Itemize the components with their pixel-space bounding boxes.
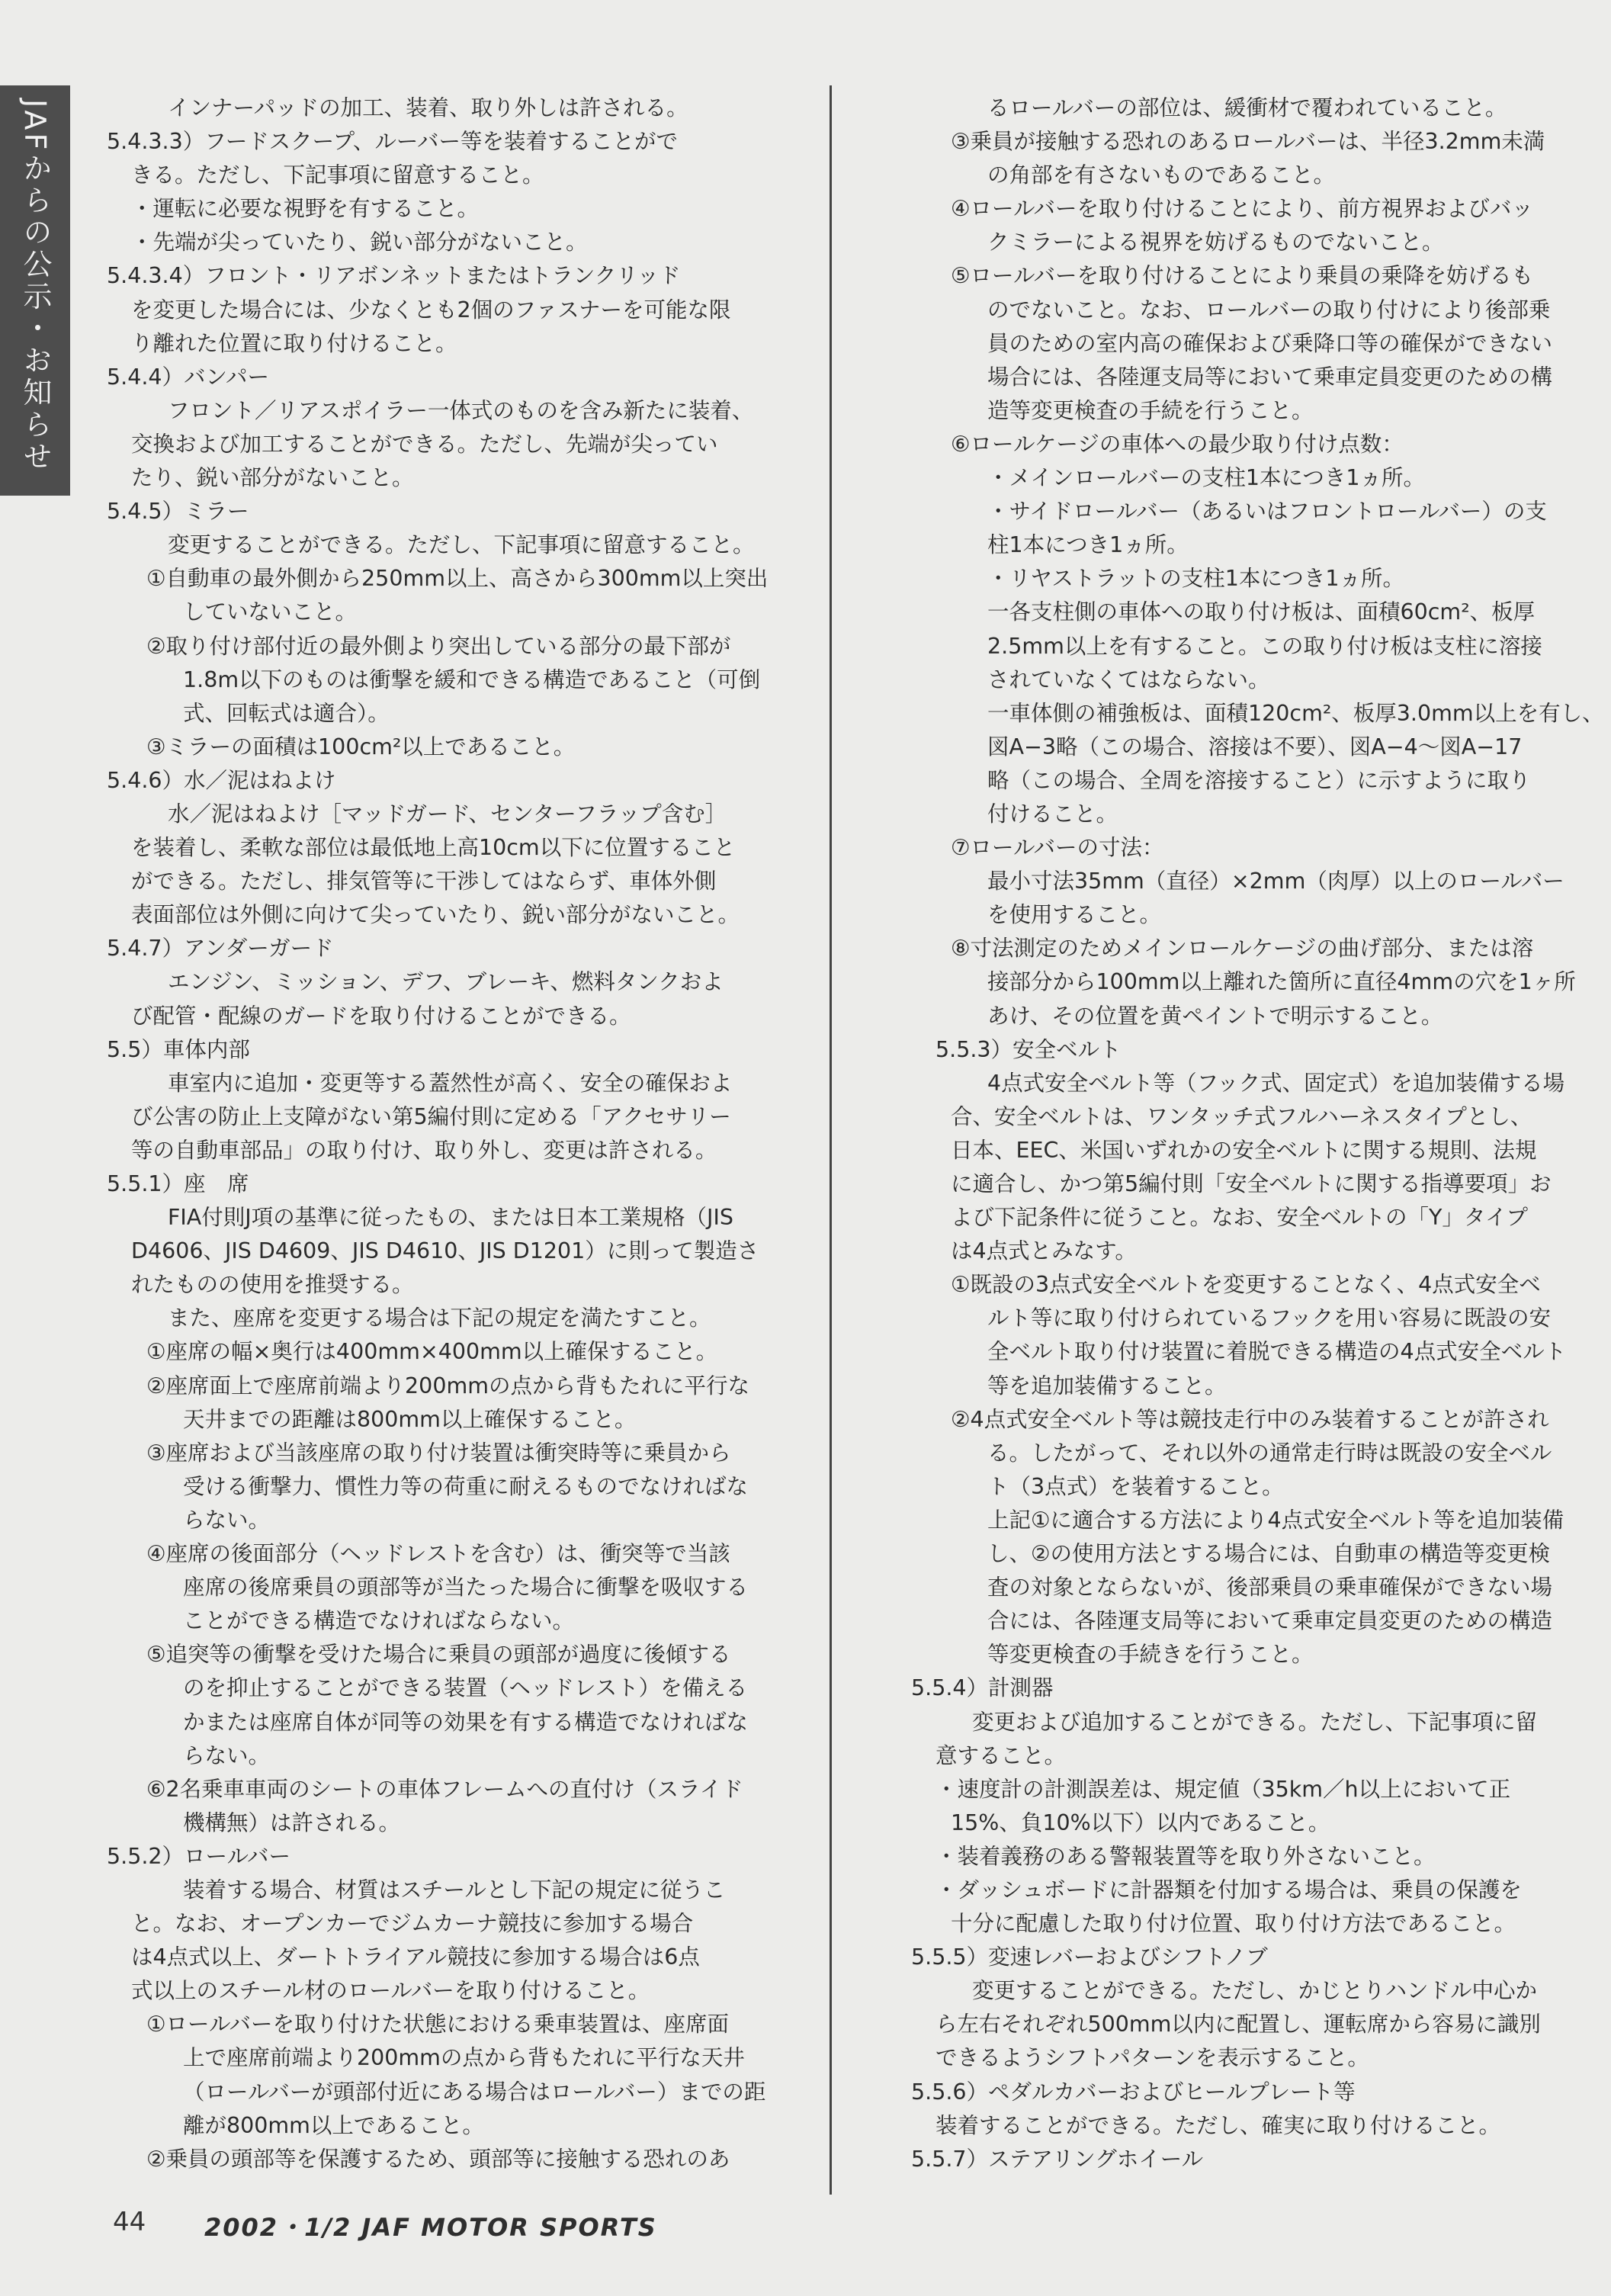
text-line: は4点式とみなす。 xyxy=(951,1238,1137,1264)
text-line: 等変更検査の手続きを行うこと。 xyxy=(987,1642,1314,1668)
text-line: 5.4.4）バンパー xyxy=(107,364,270,390)
text-line: かまたは座席自体が同等の効果を有する構造でなければな xyxy=(183,1709,749,1735)
text-line: 装着する場合、材質はスチールとし下記の規定に従うこ xyxy=(183,1877,726,1903)
text-line: 査の対象とならないが、後部乗員の乗車確保ができない場 xyxy=(987,1575,1553,1601)
text-line: フロント／リアスポイラー一体式のものを含み新たに装着、 xyxy=(168,397,754,423)
text-line: の角部を有さないものであること。 xyxy=(987,162,1336,188)
text-line: ことができる構造でなければならない。 xyxy=(183,1608,575,1634)
text-line: らない。 xyxy=(183,1742,271,1768)
text-line: 5.4.5）ミラー xyxy=(107,499,249,525)
text-line: 1.8m以下のものは衝撃を緩和できる構造であること（可倒 xyxy=(183,666,761,692)
text-line: らない。 xyxy=(183,1507,271,1533)
text-line: 合には、各陸運支局等において乗車定員変更のための構造 xyxy=(987,1608,1553,1634)
text-line: し、②の使用方法とする場合には、自動車の構造等変更検 xyxy=(987,1541,1551,1567)
text-line: ①自動車の最外側から250mm以上、高さから300mm以上突出 xyxy=(146,566,769,592)
column-divider xyxy=(830,85,832,2195)
text-line: 15%、負10%以下）以内であること。 xyxy=(951,1810,1330,1835)
text-line: 式、回転式は適合）。 xyxy=(183,700,390,726)
text-line: 略（この場合、全周を溶接すること）に示すように取り xyxy=(987,767,1531,793)
text-line: 場合には、各陸運支局等において乗車定員変更のための構 xyxy=(987,364,1553,390)
text-line: のでないこと。なお、ロールバーの取り付けにより後部乗 xyxy=(987,297,1551,323)
text-line: のを抑止することができる装置（ヘッドレスト）を備える xyxy=(183,1675,748,1701)
text-line: ①ロールバーを取り付けた状態における乗車装置は、座席面 xyxy=(146,2012,729,2037)
text-line: 5.5.4）計測器 xyxy=(911,1675,1054,1701)
text-line: FIA付則J項の基準に従ったもの、または日本工業規格（JIS xyxy=(168,1205,733,1231)
text-line: び公害の防止上支障がない第5編付則に定める「アクセサリー xyxy=(131,1103,731,1129)
text-line: 全ベルト取り付け装置に着脱できる構造の4点式安全ベルト xyxy=(987,1339,1567,1365)
text-line: 受ける衝撃力、慣性力等の荷重に耐えるものでなければな xyxy=(183,1473,749,1499)
text-line: 最小寸法35mm（直径）×2mm（肉厚）以上のロールバー xyxy=(987,869,1564,894)
text-line: 柱1本につき1ヵ所。 xyxy=(987,532,1189,558)
text-line: ・ダッシュボードに計器類を付加する場合は、乗員の保護を xyxy=(935,1877,1522,1903)
text-line: また、座席を変更する場合は下記の規定を満たすこと。 xyxy=(168,1305,711,1331)
text-line: に適合し、かつ第5編付則「安全ベルトに関する指導要項」お xyxy=(951,1171,1552,1196)
text-line: きる。ただし、下記事項に留意すること。 xyxy=(131,162,544,188)
text-line: び配管・配線のガードを取り付けることができる。 xyxy=(131,1003,631,1029)
text-line: 合、安全ベルトは、ワンタッチ式フルハーネスタイプとし、 xyxy=(951,1103,1532,1129)
text-line: ④ロールバーを取り付けることにより、前方視界およびバッ xyxy=(951,196,1533,222)
publication-title: 2002・1/2 JAF MOTOR SPORTS xyxy=(204,2213,657,2242)
text-line: 上で座席前端より200mmの点から背もたれに平行な天井 xyxy=(183,2045,745,2071)
text-line: 装着することができる。ただし、確実に取り付けること。 xyxy=(935,2112,1501,2138)
text-line: 5.5.3）安全ベルト xyxy=(935,1036,1122,1062)
text-line: 5.5.2）ロールバー xyxy=(107,1843,290,1869)
text-line: ⑥ロールケージの車体への最少取り付け点数： xyxy=(951,431,1404,457)
text-line: 5.5.5）変速レバーおよびシフトノブ xyxy=(911,1944,1268,1970)
text-line: ⑦ロールバーの寸法： xyxy=(951,835,1164,861)
text-line: 天井までの距離は800mm以上確保すること。 xyxy=(183,1406,637,1432)
text-line: ①既設の3点式安全ベルトを変更することなく、4点式安全ベ xyxy=(951,1272,1541,1298)
text-line: るロールバーの部位は、緩衝材で覆われていること。 xyxy=(987,95,1507,120)
text-line: れたものの使用を推奨する。 xyxy=(131,1272,414,1298)
text-line: ルト等に取り付けられているフックを用い容易に既設の安 xyxy=(987,1305,1552,1331)
text-line: ト（3点式）を装着すること。 xyxy=(987,1473,1284,1499)
text-line: していないこと。 xyxy=(183,599,358,625)
text-line: 座席の後席乗員の頭部等が当たった場合に衝撃を吸収する xyxy=(183,1575,749,1601)
text-line: されていなくてはならない。 xyxy=(987,666,1270,692)
text-line: クミラーによる視界を妨げるものでないこと。 xyxy=(987,230,1444,255)
text-line: る。したがって、それ以外の通常走行時は既設の安全ベル xyxy=(987,1440,1552,1466)
text-line: 意すること。 xyxy=(935,1742,1067,1768)
text-line: 付けること。 xyxy=(987,801,1118,827)
text-line: 交換および加工することができる。ただし、先端が尖ってい xyxy=(131,431,718,457)
text-line: インナーパッドの加工、装着、取り外しは許される。 xyxy=(168,95,688,120)
text-line: 5.5.1）座 席 xyxy=(107,1171,249,1196)
text-line: ②取り付け部付近の最外側より突出している部分の最下部が xyxy=(146,633,731,659)
text-line: あけ、その位置を黄ペイントで明示すること。 xyxy=(987,1003,1443,1029)
text-line: ③座席および当該座席の取り付け装置は衝突時等に乗員から xyxy=(146,1440,731,1466)
text-line: は4点式以上、ダートトライアル競技に参加する場合は6点 xyxy=(131,1944,700,1970)
text-line: よび下記条件に従うこと。なお、安全ベルトの「Y」タイプ xyxy=(951,1205,1528,1231)
text-line: り離れた位置に取り付けること。 xyxy=(131,330,457,356)
text-line: を変更した場合には、少なくとも2個のファスナーを可能な限 xyxy=(131,297,731,323)
text-line: 式以上のスチール材のロールバーを取り付けること。 xyxy=(131,1978,650,2004)
text-line: 4点式安全ベルト等（フック式、固定式）を追加装備する場 xyxy=(987,1070,1565,1096)
text-line: を使用すること。 xyxy=(987,902,1162,928)
text-line: 変更および追加することができる。ただし、下記事項に留 xyxy=(972,1709,1538,1735)
text-line: 一車体側の補強板は、面積120cm²、板厚3.0mm以上を有し、 xyxy=(987,700,1604,726)
text-line: 5.4.3.4）フロント・リアボンネットまたはトランクリッド xyxy=(107,263,681,289)
text-line: ・運転に必要な視野を有すること。 xyxy=(131,196,480,222)
text-line: ⑧寸法測定のためメインロールケージの曲げ部分、または溶 xyxy=(951,936,1534,962)
text-line: ら左右それぞれ500mm以内に配置し、運転席から容易に識別 xyxy=(935,2012,1541,2037)
text-line: 接部分から100mm以上離れた箇所に直径4mmの穴を1ヶ所 xyxy=(987,969,1576,995)
text-line: ③乗員が接触する恐れのあるロールバーは、半径3.2mm未満 xyxy=(951,129,1545,155)
right-column xyxy=(911,92,1604,2176)
text-line: ⑤ロールバーを取り付けることにより乗員の乗降を妨げるも xyxy=(951,263,1533,289)
text-line: 車室内に追加・変更等する蓋然性が高く、安全の確保およ xyxy=(168,1070,733,1096)
page-number: 44 xyxy=(113,2207,146,2237)
section-tab-label: JAFからの公示・お知らせ xyxy=(18,99,52,474)
text-line: 離が800mm以上であること。 xyxy=(183,2112,484,2138)
text-line: ①座席の幅×奥行は400mm×400mm以上確保すること。 xyxy=(146,1339,718,1365)
text-line: （ロールバーが頭部付近にある場合はロールバー）までの距 xyxy=(183,2079,766,2105)
text-line: ・サイドロールバー（あるいはフロントロールバー）の支 xyxy=(987,499,1547,525)
text-line: 変更することができる。ただし、かじとりハンドル中心か xyxy=(972,1978,1538,2004)
text-line: 等の自動車部品」の取り付け、取り外し、変更は許される。 xyxy=(131,1137,717,1163)
text-line: 水／泥はねよけ［マッドガード、センターフラップ含む］ xyxy=(168,801,727,827)
text-line: ができる。ただし、排気管等に干渉してはならず、車体外側 xyxy=(131,869,717,894)
text-line: 図A−3略（この場合、溶接は不要）、図A−4〜図A−17 xyxy=(987,734,1523,759)
text-line: ⑥2名乗車車両のシートの車体フレームへの直付け（スライド xyxy=(146,1776,743,1802)
text-line: ・メインロールバーの支柱1本につき1ヵ所。 xyxy=(987,465,1426,491)
text-line: D4606、JIS D4609、JIS D4610、JIS D1201）に則って製造さ xyxy=(131,1238,759,1264)
text-line: ②乗員の頭部等を保護するため、頭部等に接触する恐れのあ xyxy=(146,2146,730,2172)
text-line: ②4点式安全ベルト等は競技走行中のみ装着することが許され xyxy=(951,1406,1549,1432)
text-line: できるようシフトパターンを表示すること。 xyxy=(935,2045,1369,2071)
text-line: 日本、EEC、米国いずれかの安全ベルトに関する規則、法規 xyxy=(951,1137,1537,1163)
text-line: エンジン、ミッション、デフ、ブレーキ、燃料タンクおよ xyxy=(168,969,724,995)
text-line: 一各支柱側の車体への取り付け板は、面積60cm²、板厚 xyxy=(987,599,1536,625)
text-line: 造等変更検査の手続を行うこと。 xyxy=(987,397,1314,423)
text-line: ・速度計の計測誤差は、規定値（35km／h以上において正 xyxy=(935,1776,1511,1802)
text-line: 5.4.7）アンダーガード xyxy=(107,936,334,962)
text-line: ②座席面上で座席前端より200mmの点から背もたれに平行な xyxy=(146,1373,749,1398)
text-line: ・装着義務のある警報装置等を取り外さないこと。 xyxy=(935,1843,1436,1869)
left-column xyxy=(107,92,778,2176)
text-line: 表面部位は外側に向けて尖っていたり、鋭い部分がないこと。 xyxy=(131,902,740,928)
text-line: を装着し、柔軟な部位は最低地上高10cm以下に位置すること xyxy=(131,835,736,861)
text-line: ④座席の後面部分（ヘッドレストを含む）は、衝突等で当該 xyxy=(146,1541,730,1567)
text-line: 5.5）車体内部 xyxy=(107,1036,250,1062)
text-line: ③ミラーの面積は100cm²以上であること。 xyxy=(146,734,576,759)
text-line: 等を追加装備すること。 xyxy=(987,1373,1227,1398)
text-line: ・リヤストラットの支柱1本につき1ヵ所。 xyxy=(987,566,1404,592)
text-line: ⑤追突等の衝撃を受けた場合に乗員の頭部が過度に後傾する xyxy=(146,1642,731,1668)
text-line: 変更することができる。ただし、下記事項に留意すること。 xyxy=(168,532,755,558)
text-line: 上記①に適合する方法により4点式安全ベルト等を追加装備 xyxy=(987,1507,1564,1533)
text-line: 5.4.6）水／泥はねよけ xyxy=(107,767,336,793)
text-line: 十分に配慮した取り付け位置、取り付け方法であること。 xyxy=(951,1911,1516,1937)
text-line: 機構無）は許される。 xyxy=(183,1810,401,1835)
text-line: 5.4.3.3）フードスクープ、ルーバー等を装着することがで xyxy=(107,129,678,155)
text-line: 5.5.7）ステアリングホイール xyxy=(911,2146,1204,2172)
text-line: 員のための室内高の確保および乗降口等の確保ができない xyxy=(987,330,1553,356)
text-line: と。なお、オープンカーでジムカーナ競技に参加する場合 xyxy=(131,1911,694,1937)
text-line: たり、鋭い部分がないこと。 xyxy=(131,465,414,491)
text-line: 2.5mm以上を有すること。この取り付け板は支柱に溶接 xyxy=(987,633,1542,659)
text-line: 5.5.6）ペダルカバーおよびヒールプレート等 xyxy=(911,2079,1356,2105)
text-line: ・先端が尖っていたり、鋭い部分がないこと。 xyxy=(131,230,588,255)
